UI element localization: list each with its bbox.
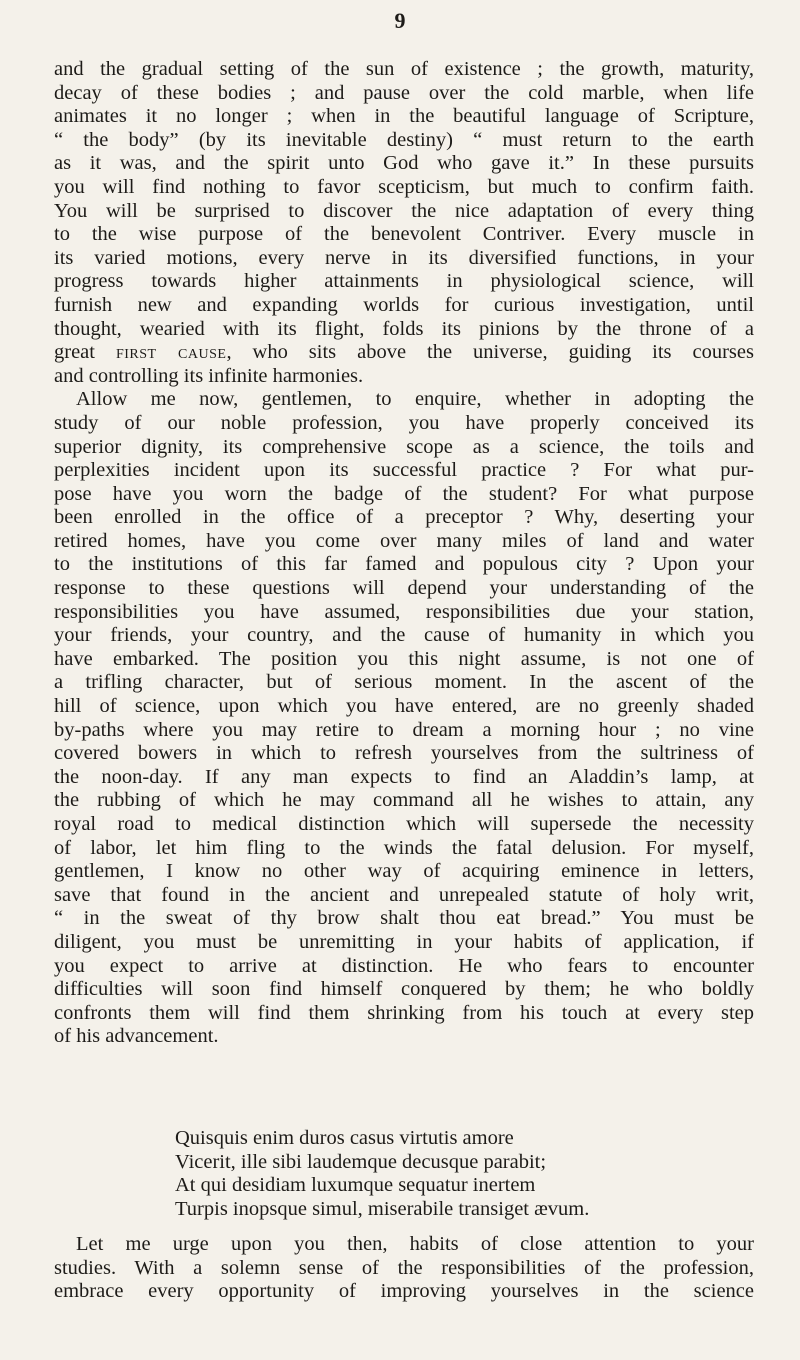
page-number: 9 <box>394 8 406 33</box>
text-line: the noon-day. If any man expects to find an Aladdin’s lamp, at <box>54 765 754 788</box>
text-line: You will be surprised to discover the nice adaptation of every thing <box>54 199 754 222</box>
text-line: progress towards higher attainments in physiological science, will <box>54 270 754 293</box>
text-line: studies. With a solemn sense of the responsibilities of the profession, <box>54 1256 754 1279</box>
text-line: pose have you worn the badge of the student? For what purpose <box>54 482 754 505</box>
text-line: of his advancement. <box>54 1025 219 1048</box>
text-line: have embarked. The position you this night assume, is not one of <box>54 647 754 670</box>
text-line: you expect to arrive at distinction. He who fears to encounter <box>54 954 754 977</box>
text-line: been enrolled in the office of a preceptor ? Why, deserting your <box>54 506 754 529</box>
text-fragment: , who sits above the universe, guiding its courses <box>226 341 754 364</box>
text-line: Let me urge upon you then, habits of close attention to your <box>76 1233 754 1255</box>
verse-line: Quisquis enim duros casus virtutis amore <box>175 1127 514 1149</box>
text-line: confronts them will find them shrinking from his touch at every step <box>54 1001 754 1024</box>
verse-line: At qui desidiam luxumque sequatur inertem <box>175 1174 536 1197</box>
text-line: diligent, you must be unremitting in your habits of application, if <box>54 930 754 953</box>
text-line: of labor, let him fling to the winds the fatal delusion. For myself, <box>54 836 754 859</box>
text-line: animates it no longer ; when in the beautiful language of Scripture, <box>54 105 754 128</box>
text-line: thought, wearied with its flight, folds its pinions by the throne of a <box>54 317 754 340</box>
text-line: embrace every opportunity of improving yourselves in the science <box>54 1280 754 1303</box>
text-line: to the institutions of this far famed and populous city ? Upon your <box>54 553 754 576</box>
text-line: perplexities incident upon its successful practice ? For what pur- <box>54 459 754 482</box>
text-line: you will find nothing to favor scepticism, but much to confirm faith. <box>54 175 754 198</box>
text-fragment: great <box>54 341 116 364</box>
text-line: responsibilities you have assumed, responsibilities due your station, <box>54 600 754 623</box>
text-line: the rubbing of which he may command all he wishes to attain, any <box>54 789 754 812</box>
latin-verse-quotation <box>175 1127 735 1221</box>
small-caps-first-cause: first cause <box>115 341 227 364</box>
text-line: as it was, and the spirit unto God who gave it.” In these pursuits <box>54 152 754 175</box>
text-line: its varied motions, every nerve in its diversified functions, in your <box>54 246 754 269</box>
text-line: and controlling its infinite harmonies. <box>54 364 364 387</box>
verse-line: Turpis inopsque simul, miserabile transiget ævum. <box>175 1197 590 1220</box>
paragraph-3 <box>54 1233 754 1304</box>
text-line: royal road to medical distinction which will supersede the necessity <box>54 813 754 835</box>
text-line: a trifling character, but of serious moment. In the ascent of the <box>54 671 754 694</box>
text-line: to the wise purpose of the benevolent Contriver. Every muscle in <box>54 223 754 246</box>
text-line: gentlemen, I know no other way of acquiring eminence in letters, <box>54 860 754 883</box>
text-line: study of our noble profession, you have properly conceived its <box>54 411 754 434</box>
verse-line: Vicerit, ille sibi laudemque decusque parabit; <box>175 1150 547 1173</box>
text-line: your friends, your country, and the cause of humanity in which you <box>54 624 754 647</box>
text-line: “ in the sweat of thy brow shalt thou eat bread.” You must be <box>54 907 754 930</box>
text-line: by-paths where you may retire to dream a morning hour ; no vine <box>54 718 754 741</box>
text-line: “ the body” (by its inevitable destiny) “ must return to the earth <box>54 128 754 151</box>
paragraph-2 <box>54 388 754 1049</box>
text-line-first-cause <box>54 341 754 365</box>
main-text <box>54 58 754 1049</box>
text-line: and the gradual setting of the sun of existence ; the growth, maturity, <box>54 58 754 80</box>
text-line: decay of these bodies ; and pause over the cold marble, when life <box>54 81 754 104</box>
text-line: hill of science, upon which you have entered, are no greenly shaded <box>54 695 754 718</box>
text-line: Allow me now, gentlemen, to enquire, whether in adopting the <box>76 388 754 411</box>
text-line: retired homes, have you come over many miles of land and water <box>54 529 754 552</box>
text-line: difficulties will soon find himself conquered by them; he who boldly <box>54 978 754 1001</box>
text-line: save that found in the ancient and unrepealed statute of holy writ, <box>54 883 754 906</box>
text-line: response to these questions will depend your understanding of the <box>54 577 754 600</box>
text-line: covered bowers in which to refresh yourselves from the sultriness of <box>54 742 754 765</box>
text-line: furnish new and expanding worlds for curious investigation, until <box>54 293 754 316</box>
paragraph-1 <box>54 58 754 388</box>
text-line: superior dignity, its comprehensive scope as a science, the toils and <box>54 435 754 458</box>
